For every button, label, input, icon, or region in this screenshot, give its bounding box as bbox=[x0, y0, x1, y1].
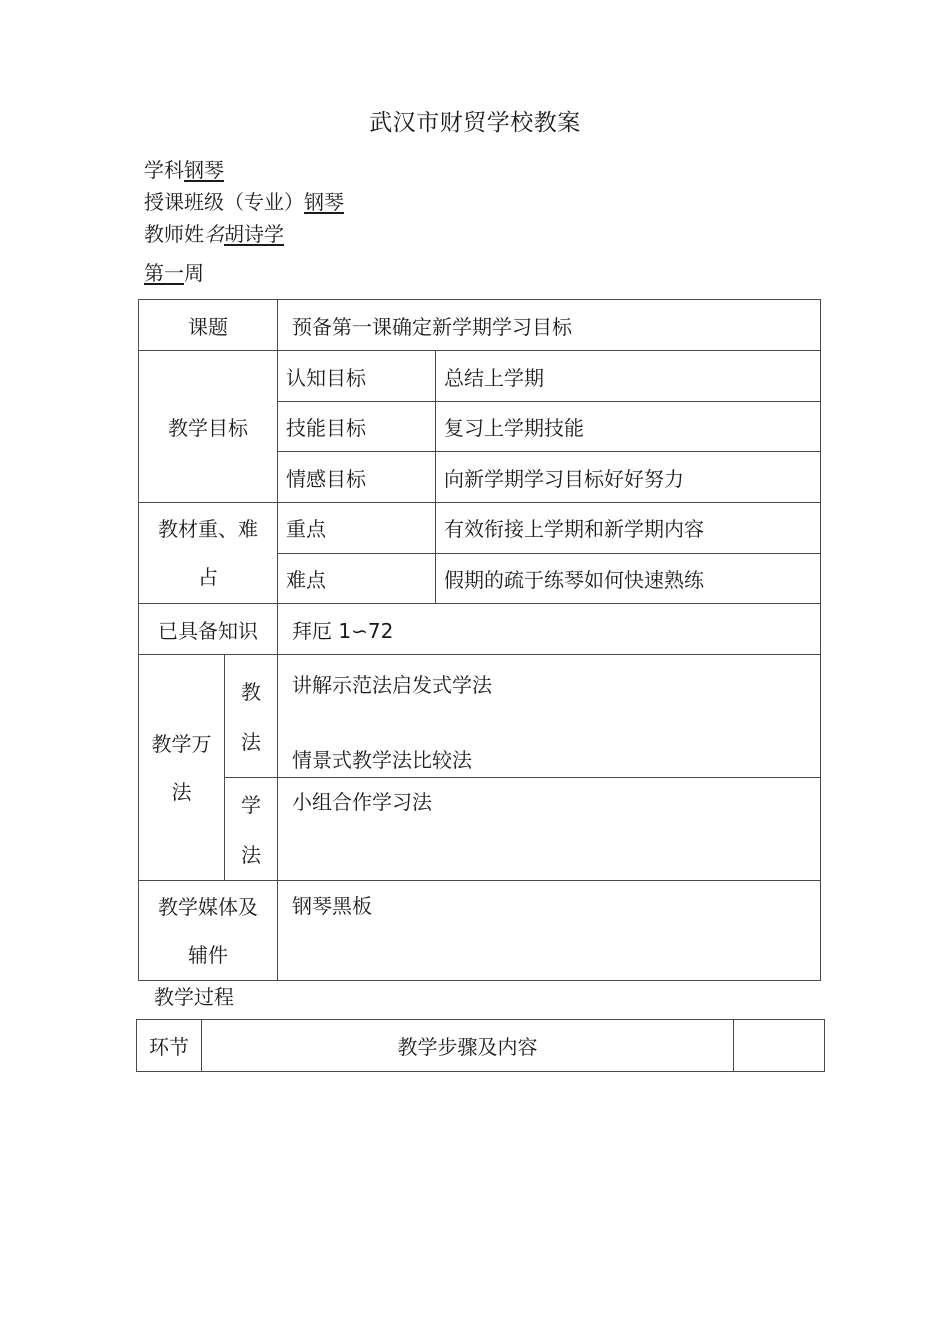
learn-method-value: 小组合作学习法 bbox=[278, 778, 821, 881]
methods-label-line2: 法 bbox=[171, 779, 192, 804]
teach-method-value bbox=[278, 655, 821, 778]
process-stage-header: 环节 bbox=[137, 1020, 202, 1072]
emotion-value: 向新学期学习目标好好努力 bbox=[436, 452, 821, 503]
media-label-line2: 辅件 bbox=[188, 943, 228, 967]
methods-label bbox=[139, 655, 225, 881]
skill-label: 技能目标 bbox=[278, 402, 436, 452]
media-value: 钢琴黑板 bbox=[278, 881, 821, 981]
week-suffix: 周 bbox=[184, 261, 204, 285]
teach-method-value-line1: 讲解示范法启发式学法 bbox=[292, 673, 492, 697]
cognitive-value: 总结上学期 bbox=[436, 351, 821, 402]
teach-method-label bbox=[225, 655, 278, 778]
teach-method-label-line2: 法 bbox=[241, 730, 261, 754]
teacher-label-italic: 名 bbox=[204, 222, 224, 246]
teach-method-value-line2: 情景式教学法比较法 bbox=[292, 748, 472, 772]
learn-method-label bbox=[225, 778, 278, 881]
learn-method-label-line1: 学 bbox=[241, 793, 261, 817]
lesson-plan-table bbox=[138, 299, 821, 981]
objectives-label: 教学目标 bbox=[139, 351, 278, 503]
media-label-line1: 教学媒体及 bbox=[158, 895, 258, 919]
week-number: 第一 bbox=[144, 261, 184, 285]
teacher-value: 胡诗学 bbox=[224, 222, 284, 246]
key-value: 有效衔接上学期和新学期内容 bbox=[436, 503, 821, 554]
media-label bbox=[139, 881, 278, 981]
teacher-label: 教师姓 bbox=[144, 222, 204, 246]
page-title: 武汉市财贸学校教案 bbox=[369, 110, 581, 136]
class-line bbox=[144, 189, 344, 215]
topic-value: 预备第一课确定新学期学习目标 bbox=[278, 300, 821, 351]
keypoints-label-line1: 教材重、难 bbox=[158, 517, 258, 541]
difficulty-label: 难点 bbox=[278, 554, 436, 604]
topic-label: 课题 bbox=[139, 300, 278, 351]
process-extra-header bbox=[734, 1020, 825, 1072]
emotion-label: 情感目标 bbox=[278, 452, 436, 503]
process-steps-header: 教学步骤及内容 bbox=[202, 1020, 734, 1072]
keypoints-label bbox=[139, 503, 278, 604]
subject-label: 学科 bbox=[144, 158, 184, 182]
teach-method-label-line1: 教 bbox=[241, 680, 261, 704]
learn-method-label-line2: 法 bbox=[241, 843, 261, 867]
difficulty-value: 假期的疏于练琴如何快速熟练 bbox=[436, 554, 821, 604]
prior-knowledge-label: 已具备知识 bbox=[139, 604, 278, 655]
methods-label-line1: 教学万 bbox=[151, 731, 212, 756]
week-line bbox=[144, 260, 204, 286]
class-label: 授课班级（专业） bbox=[144, 190, 304, 214]
teacher-line bbox=[144, 221, 284, 247]
process-label: 教学过程 bbox=[154, 985, 234, 1009]
cognitive-label: 认知目标 bbox=[278, 351, 436, 402]
class-value: 钢琴 bbox=[304, 190, 344, 214]
subject-line bbox=[144, 157, 224, 183]
prior-knowledge-value: 拜厄 1∽72 bbox=[278, 604, 821, 655]
keypoints-label-line2: 占 bbox=[198, 565, 218, 589]
subject-value: 钢琴 bbox=[184, 158, 224, 182]
process-table bbox=[136, 1019, 825, 1072]
skill-value: 复习上学期技能 bbox=[436, 402, 821, 452]
key-label: 重点 bbox=[278, 503, 436, 554]
